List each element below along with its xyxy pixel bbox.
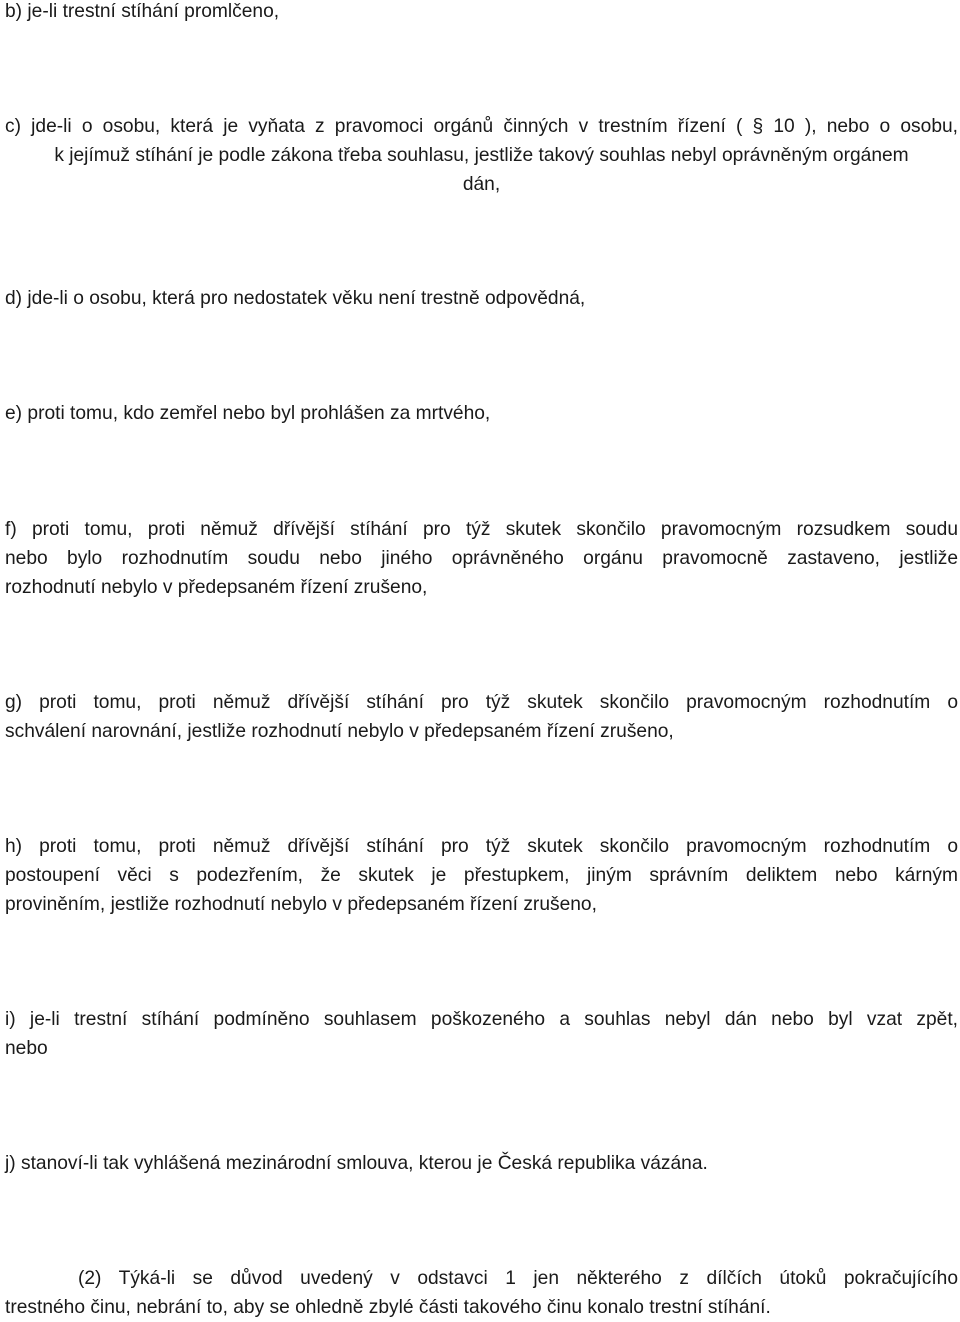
paragraph-line: h) proti tomu, proti němuž dřívější stíhání pro týž skutek skončilo pravomocným rozhodnutím o <box>5 836 958 857</box>
paragraph-line: nebo <box>5 1038 48 1059</box>
paragraph-line: f) proti tomu, proti němuž dřívější stíhání pro týž skutek skončilo pravomocným rozsudkem soudu <box>5 519 958 540</box>
paragraph-line: schválení narovnání, jestliže rozhodnutí nebylo v předepsaném řízení zrušeno, <box>5 721 674 742</box>
paragraph-line: g) proti tomu, proti němuž dřívější stíhání pro týž skutek skončilo pravomocným rozhodnutím o <box>5 692 958 713</box>
paragraph-e <box>5 399 958 428</box>
paragraph-line: j) stanoví-li tak vyhlášená mezinárodní smlouva, kterou je Česká republika vázána. <box>5 1153 708 1174</box>
paragraph-d <box>5 284 958 313</box>
paragraph-b <box>5 0 958 26</box>
paragraph-line: nebo bylo rozhodnutím soudu nebo jiného oprávněného orgánu pravomocně zastaveno, jestliže <box>5 548 958 569</box>
paragraph-line: b) je-li trestní stíhání promlčeno, <box>5 1 280 22</box>
paragraph-line: postoupení věci s podezřením, že skutek je přestupkem, jiným správním deliktem nebo kárným <box>5 865 958 886</box>
paragraph-line: proviněním, jestliže rozhodnutí nebylo v předepsaném řízení zrušeno, <box>5 894 597 915</box>
paragraph-2 <box>5 1264 958 1322</box>
paragraph-line: i) je-li trestní stíhání podmíněno souhlasem poškozeného a souhlas nebyl dán nebo byl vzat zpět, <box>5 1009 958 1030</box>
paragraph-line: trestného činu, nebrání to, aby se ohledně zbylé části takového činu konalo trestní stíhání. <box>5 1297 771 1318</box>
paragraph-line: d) jde-li o osobu, která pro nedostatek věku není trestně odpovědná, <box>5 288 586 309</box>
paragraph-line: e) proti tomu, kdo zemřel nebo byl prohlášen za mrtvého, <box>5 403 491 424</box>
paragraph-c <box>5 112 958 199</box>
paragraph-h <box>5 832 958 919</box>
paragraph-line: dán, <box>462 174 501 195</box>
paragraph-i <box>5 1005 958 1063</box>
paragraph-line: rozhodnutí nebylo v předepsaném řízení zrušeno, <box>5 577 428 598</box>
paragraph-g <box>5 688 958 746</box>
paragraph-line: k jejímuž stíhání je podle zákona třeba souhlasu, jestliže takový souhlas nebyl oprávněným orgánem <box>54 145 909 166</box>
paragraph-j <box>5 1149 958 1178</box>
paragraph-line: (2) Týká-li se důvod uvedený v odstavci 1 jen některého z dílčích útoků pokračujícího <box>78 1268 958 1289</box>
paragraph-line: c) jde-li o osobu, která je vyňata z pravomoci orgánů činných v trestním řízení ( § 10 ), nebo o osobu, <box>5 116 958 137</box>
paragraph-f <box>5 515 958 602</box>
